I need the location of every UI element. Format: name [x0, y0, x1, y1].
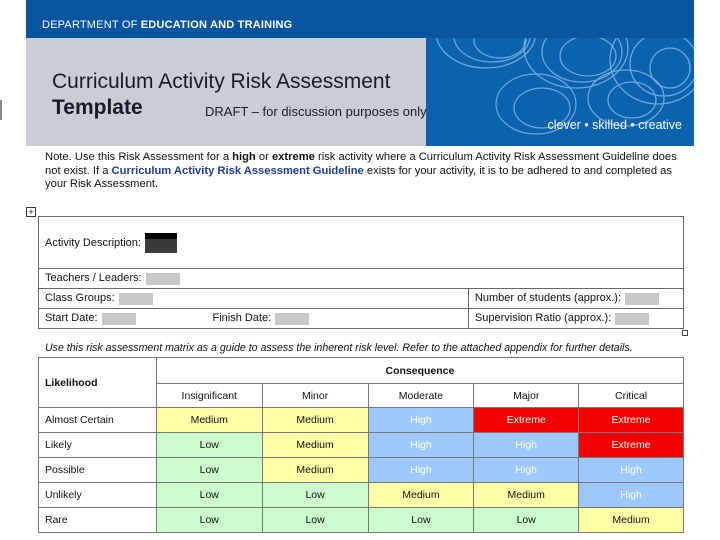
- matrix-row: [39, 508, 684, 533]
- risk-cell: Low: [262, 508, 368, 533]
- risk-cell: Medium: [579, 508, 684, 533]
- consequence-level: Insignificant: [156, 384, 262, 408]
- activity-info-table: [38, 216, 684, 329]
- matrix-row: [39, 458, 684, 483]
- risk-cell: Low: [156, 433, 262, 458]
- activity-description-cell[interactable]: [39, 217, 684, 269]
- draft-label: DRAFT – for discussion purposes only: [205, 104, 427, 119]
- risk-cell: High: [579, 483, 684, 508]
- risk-matrix-table: [38, 357, 684, 533]
- risk-cell: Medium: [156, 408, 262, 433]
- teachers-leaders-label: Teachers / Leaders:: [45, 272, 142, 285]
- note-paragraph: Note. Use this Risk Assessment for a high or extreme risk activity where a Curriculum Activity Risk Assessment Guideline does not exist. If a Curriculum Activity Risk Assessment Guideline exists for your activity, it is to be adhered to and completed as your Risk Assessment.: [45, 151, 677, 190]
- page-title-template: Template: [52, 96, 143, 119]
- risk-cell: Low: [156, 508, 262, 533]
- consequence-level: Critical: [579, 384, 684, 408]
- risk-cell: Medium: [262, 458, 368, 483]
- supervision-ratio-field[interactable]: [615, 313, 649, 325]
- consequence-level: Moderate: [368, 384, 474, 408]
- teachers-leaders-field[interactable]: [146, 273, 180, 285]
- margin-marker: [0, 100, 5, 120]
- table-move-handle-icon[interactable]: +: [26, 207, 36, 217]
- matrix-instruction: Use this risk assessment matrix as a guide to assess the inherent risk level. Refer to the attached appendix for further details.: [45, 342, 633, 354]
- teachers-leaders-cell[interactable]: [39, 269, 684, 289]
- finish-date-label: Finish Date:: [212, 312, 272, 325]
- risk-cell: Low: [474, 508, 579, 533]
- page-title: Curriculum Activity Risk Assessment: [52, 70, 391, 93]
- risk-cell: Medium: [262, 433, 368, 458]
- likelihood-label: Rare: [39, 508, 157, 533]
- brand-panel: [426, 38, 694, 146]
- risk-cell: High: [368, 433, 474, 458]
- number-of-students-label: Number of students (approx.):: [474, 292, 622, 305]
- risk-cell: High: [579, 458, 684, 483]
- risk-cell: Extreme: [579, 433, 684, 458]
- class-groups-label: Class Groups:: [45, 292, 115, 305]
- likelihood-label: Almost Certain: [39, 408, 157, 433]
- risk-cell: Medium: [368, 483, 474, 508]
- risk-cell: Low: [368, 508, 474, 533]
- table-resize-handle[interactable]: [682, 330, 688, 336]
- supervision-ratio-label: Supervision Ratio (approx.):: [474, 312, 612, 325]
- number-of-students-field[interactable]: [625, 293, 659, 305]
- class-groups-cell[interactable]: [39, 289, 469, 309]
- matrix-row: [39, 408, 684, 433]
- supervision-ratio-cell[interactable]: [468, 309, 683, 329]
- risk-cell: High: [368, 408, 474, 433]
- consequence-level: Minor: [262, 384, 368, 408]
- likelihood-label: Likely: [39, 433, 157, 458]
- risk-cell: Low: [156, 458, 262, 483]
- start-date-cell[interactable]: [39, 309, 207, 329]
- department-name: DEPARTMENT OF EDUCATION AND TRAINING: [42, 19, 293, 31]
- risk-cell: High: [474, 433, 579, 458]
- activity-description-label: Activity Description:: [45, 236, 141, 249]
- department-bar: [26, 0, 694, 38]
- risk-cell: Medium: [474, 483, 579, 508]
- risk-cell: Extreme: [474, 408, 579, 433]
- start-date-field[interactable]: [102, 313, 136, 325]
- risk-cell: High: [474, 458, 579, 483]
- consequence-level: Major: [474, 384, 579, 408]
- finish-date-cell[interactable]: [207, 309, 469, 329]
- risk-cell: Low: [262, 483, 368, 508]
- risk-cell: Medium: [262, 408, 368, 433]
- consequence-header: Consequence: [156, 358, 683, 384]
- likelihood-label: Possible: [39, 458, 157, 483]
- likelihood-label: Unlikely: [39, 483, 157, 508]
- risk-cell: Extreme: [579, 408, 684, 433]
- class-groups-field[interactable]: [119, 293, 153, 305]
- motto-text: clever • skilled • creative: [547, 118, 682, 132]
- risk-cell: High: [368, 458, 474, 483]
- number-of-students-cell[interactable]: [468, 289, 683, 309]
- risk-cell: Low: [156, 483, 262, 508]
- matrix-row: [39, 483, 684, 508]
- likelihood-header: Likelihood: [39, 358, 157, 408]
- guideline-link[interactable]: Curriculum Activity Risk Assessment Guideline: [111, 164, 364, 177]
- finish-date-field[interactable]: [275, 313, 309, 325]
- start-date-label: Start Date:: [45, 312, 98, 325]
- matrix-row: [39, 433, 684, 458]
- activity-description-field[interactable]: [145, 233, 177, 253]
